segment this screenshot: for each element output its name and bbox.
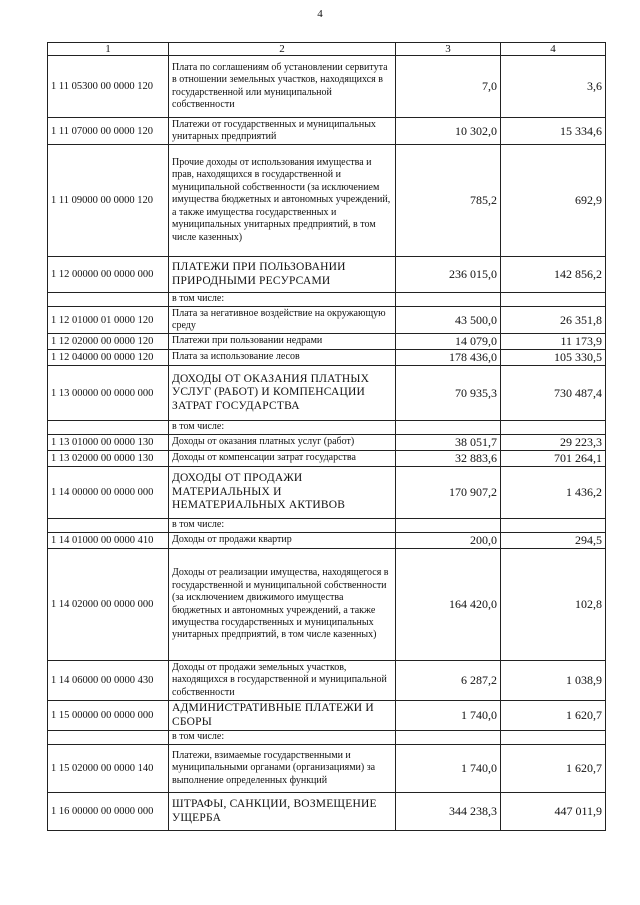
budget-code: 1 11 07000 00 0000 120	[48, 118, 169, 145]
budget-code: 1 11 05300 00 0000 120	[48, 56, 169, 118]
budget-code: 1 12 00000 00 0000 000	[48, 257, 169, 293]
budget-code	[48, 421, 169, 435]
revenue-name: ПЛАТЕЖИ ПРИ ПОЛЬЗОВАНИИ ПРИРОДНЫМИ РЕСУРСАМИ	[169, 257, 396, 293]
value-col3: 200,0	[396, 533, 501, 549]
value-col4	[501, 293, 606, 307]
table-row	[48, 350, 606, 366]
value-col4: 1 038,9	[501, 661, 606, 701]
value-col4: 1 620,7	[501, 745, 606, 793]
page-number: 4	[317, 8, 323, 20]
table-row	[48, 731, 606, 745]
column-header: 3	[396, 43, 501, 56]
value-col4: 11 173,9	[501, 334, 606, 350]
value-col4	[501, 519, 606, 533]
revenue-name: Платежи от государственных и муниципальных унитарных предприятий	[169, 118, 396, 145]
value-col4: 692,9	[501, 145, 606, 257]
value-col4: 102,8	[501, 549, 606, 661]
column-header: 4	[501, 43, 606, 56]
revenue-name: Платежи, взимаемые государственными и муниципальными органами (организациями) за выполнение определенных функций	[169, 745, 396, 793]
value-col4: 142 856,2	[501, 257, 606, 293]
budget-code: 1 14 00000 00 0000 000	[48, 467, 169, 519]
revenue-name: в том числе:	[169, 421, 396, 435]
value-col4: 29 223,3	[501, 435, 606, 451]
value-col4: 105 330,5	[501, 350, 606, 366]
value-col4: 730 487,4	[501, 366, 606, 421]
value-col3	[396, 519, 501, 533]
table-row	[48, 56, 606, 118]
revenue-name: Плата по соглашениям об установлении сервитута в отношении земельных участков, находящихся в государственной или муниципальной собственности	[169, 56, 396, 118]
revenue-name: в том числе:	[169, 293, 396, 307]
table-row	[48, 549, 606, 661]
table-row	[48, 533, 606, 549]
revenue-name: Доходы от реализации имущества, находящегося в государственной и муниципальной собственности (за исключением движимого имущества бюджетных и автономных учреждений, а также имущества государственных и муниципальных унитарных предприятий, в том числе казенных)	[169, 549, 396, 661]
budget-code: 1 14 01000 00 0000 410	[48, 533, 169, 549]
value-col3: 10 302,0	[396, 118, 501, 145]
table-row	[48, 421, 606, 435]
budget-code	[48, 519, 169, 533]
value-col3: 6 287,2	[396, 661, 501, 701]
budget-code	[48, 293, 169, 307]
revenue-name: Доходы от продажи квартир	[169, 533, 396, 549]
budget-code: 1 13 00000 00 0000 000	[48, 366, 169, 421]
budget-code: 1 14 06000 00 0000 430	[48, 661, 169, 701]
table-row	[48, 519, 606, 533]
value-col3: 1 740,0	[396, 701, 501, 731]
value-col3: 14 079,0	[396, 334, 501, 350]
budget-code: 1 11 09000 00 0000 120	[48, 145, 169, 257]
revenue-table	[47, 42, 606, 831]
value-col3: 170 907,2	[396, 467, 501, 519]
budget-code: 1 15 00000 00 0000 000	[48, 701, 169, 731]
table-row	[48, 118, 606, 145]
value-col3: 70 935,3	[396, 366, 501, 421]
value-col4	[501, 731, 606, 745]
budget-code: 1 12 02000 00 0000 120	[48, 334, 169, 350]
revenue-name: Платежи при пользовании недрами	[169, 334, 396, 350]
revenue-name: в том числе:	[169, 731, 396, 745]
value-col3: 164 420,0	[396, 549, 501, 661]
budget-code: 1 12 04000 00 0000 120	[48, 350, 169, 366]
value-col3: 38 051,7	[396, 435, 501, 451]
value-col3	[396, 421, 501, 435]
value-col3: 785,2	[396, 145, 501, 257]
value-col4: 26 351,8	[501, 307, 606, 334]
table-row	[48, 701, 606, 731]
budget-code: 1 14 02000 00 0000 000	[48, 549, 169, 661]
value-col3: 178 436,0	[396, 350, 501, 366]
table-row	[48, 334, 606, 350]
table-row	[48, 745, 606, 793]
table-row	[48, 451, 606, 467]
budget-code: 1 15 02000 00 0000 140	[48, 745, 169, 793]
revenue-name: ДОХОДЫ ОТ ПРОДАЖИ МАТЕРИАЛЬНЫХ И НЕМАТЕРИАЛЬНЫХ АКТИВОВ	[169, 467, 396, 519]
revenue-name: ШТРАФЫ, САНКЦИИ, ВОЗМЕЩЕНИЕ УЩЕРБА	[169, 793, 396, 831]
revenue-name: ДОХОДЫ ОТ ОКАЗАНИЯ ПЛАТНЫХ УСЛУГ (РАБОТ) И КОМПЕНСАЦИИ ЗАТРАТ ГОСУДАРСТВА	[169, 366, 396, 421]
budget-code: 1 16 00000 00 0000 000	[48, 793, 169, 831]
revenue-name: Доходы от продажи земельных участков, находящихся в государственной и муниципальной собственности	[169, 661, 396, 701]
value-col3	[396, 293, 501, 307]
table-row	[48, 366, 606, 421]
table-row	[48, 293, 606, 307]
value-col3: 32 883,6	[396, 451, 501, 467]
value-col3	[396, 731, 501, 745]
revenue-name: Плата за негативное воздействие на окружающую среду	[169, 307, 396, 334]
value-col4: 1 620,7	[501, 701, 606, 731]
column-header: 1	[48, 43, 169, 56]
value-col4: 447 011,9	[501, 793, 606, 831]
value-col4: 294,5	[501, 533, 606, 549]
value-col4: 1 436,2	[501, 467, 606, 519]
table-row	[48, 145, 606, 257]
value-col4	[501, 421, 606, 435]
column-header: 2	[169, 43, 396, 56]
budget-code	[48, 731, 169, 745]
revenue-name: Прочие доходы от использования имущества и прав, находящихся в государственной и муниципальной собственности (за исключением имущества бюджетных и автономных учреждений, а также имущества государственных и муниципальных унитарных предприятий, в том числе казенных)	[169, 145, 396, 257]
value-col4: 701 264,1	[501, 451, 606, 467]
value-col3: 344 238,3	[396, 793, 501, 831]
value-col3: 43 500,0	[396, 307, 501, 334]
revenue-name: Плата за использование лесов	[169, 350, 396, 366]
value-col4: 15 334,6	[501, 118, 606, 145]
table-row	[48, 661, 606, 701]
budget-code: 1 12 01000 01 0000 120	[48, 307, 169, 334]
value-col3: 236 015,0	[396, 257, 501, 293]
revenue-name: Доходы от компенсации затрат государства	[169, 451, 396, 467]
table-row	[48, 307, 606, 334]
table-row	[48, 467, 606, 519]
budget-code: 1 13 02000 00 0000 130	[48, 451, 169, 467]
value-col3: 1 740,0	[396, 745, 501, 793]
header-row	[48, 43, 606, 56]
revenue-name: в том числе:	[169, 519, 396, 533]
revenue-name: АДМИНИСТРАТИВНЫЕ ПЛАТЕЖИ И СБОРЫ	[169, 701, 396, 731]
value-col3: 7,0	[396, 56, 501, 118]
table-row	[48, 257, 606, 293]
value-col4: 3,6	[501, 56, 606, 118]
budget-code: 1 13 01000 00 0000 130	[48, 435, 169, 451]
table-row	[48, 793, 606, 831]
revenue-name: Доходы от оказания платных услуг (работ)	[169, 435, 396, 451]
table-row	[48, 435, 606, 451]
